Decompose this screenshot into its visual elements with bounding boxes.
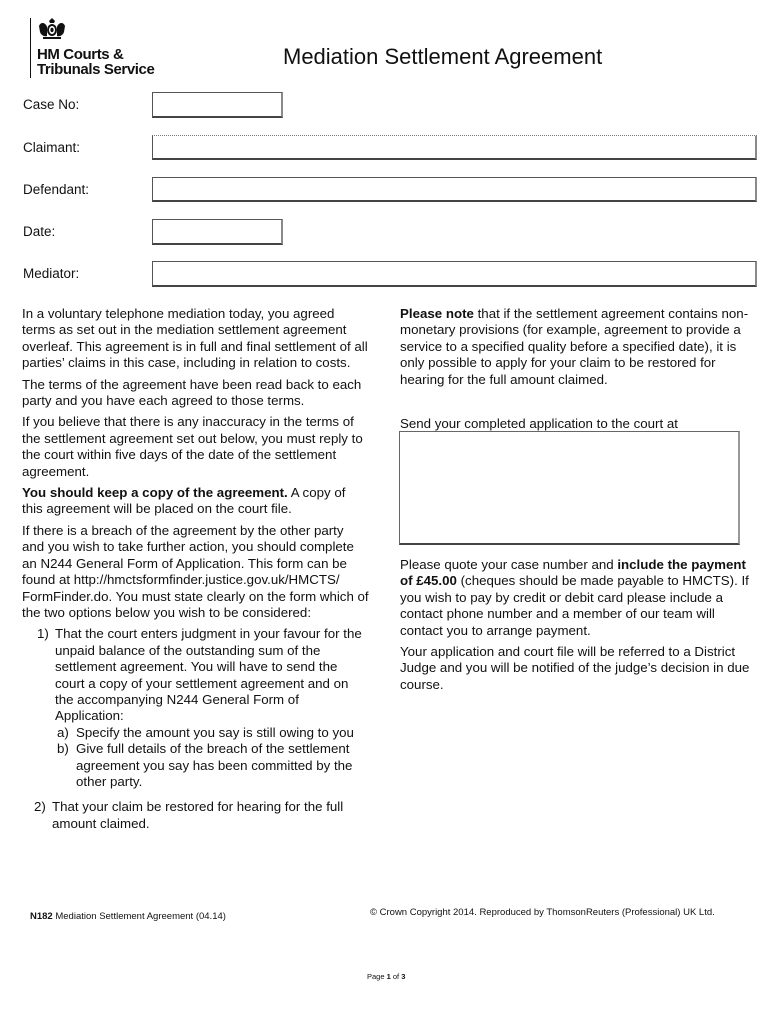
date-label: Date: [23,224,56,239]
logo-line-2: Tribunals Service [37,61,155,78]
right-column [400,306,750,393]
form-reference: N182 Mediation Settlement Agreement (04.14) [30,911,226,922]
court-address-field[interactable] [399,431,740,545]
page-number: Page 1 of 3 [367,972,406,981]
payment-instructions [400,557,750,698]
defendant-label: Defendant: [23,182,90,197]
payment-paragraph: Please quote your case number and include the payment of £45.00 (cheques should be made payable to HMCTS). If you wish to pay by credit or debit card please include a contact phone number and a member of our team will contact you to arrange payment. [400,557,749,638]
page-title: Mediation Settlement Agreement [283,44,603,69]
claimant-field[interactable] [152,135,757,160]
options-list [22,626,369,832]
option-1: 1) That the court enters judgment in your favour for the unpaid balance of the outstanding sum of the settlement agreement. You will have to send the court a copy of your settlement agreement and on the accompanying N244 General Form of Application: a) Specify the amount you say is still owing to you b) Give full details of the breach of the settlement agreement you say has been committed by the other party. [37,626,369,790]
option-1a: a) Specify the amount you say is still owing to you [57,724,354,740]
referral-paragraph: Your application and court file will be referred to a District Judge and you will be notified of the judge’s decision in due course. [400,644,750,692]
royal-crest-icon [37,18,67,40]
intro-paragraph: In a voluntary telephone mediation today, you agreed terms as set out in the mediation settlement agreement overleaf. This agreement is in full and final settlement of all parties’ claims in this case, including in relation to costs. [22,306,368,371]
terms-read-paragraph: The terms of the agreement have been read back to each party and you have each agreed to those terms. [22,376,362,409]
option-1-sublist [37,725,369,791]
claimant-label: Claimant: [23,140,81,155]
please-note-paragraph: Please note that if the settlement agreement contains non-monetary provisions (for example, agreement to provide a service to a specified quality before a specified date), it is only possible to apply for your claim to be restored for hearing for the full amount claimed. [400,306,749,387]
case-no-label: Case No: [23,97,80,112]
mediator-label: Mediator: [23,266,80,281]
copyright-notice: © Crown Copyright 2014. Reproduced by ThomsonReuters (Professional) UK Ltd. [370,907,715,918]
inaccuracy-paragraph: If you believe that there is any inaccuracy in the terms of the settlement agreement set out below, you must reply to the court within five days of the date of the settlement agreement. [22,414,363,479]
mediator-field[interactable] [152,261,757,287]
hmcts-logo [30,18,154,78]
keep-copy-paragraph: You should keep a copy of the agreement. A copy of this agreement will be placed on the court file. [22,485,346,517]
breach-paragraph: If there is a breach of the agreement by the other party and you wish to take further action, you should complete an N244 General Form of Application. This form can be found at http://hmctsformfinder.justice.gov.uk/HMCTS/ FormFinder.do. You must state clearly on the form which of the two options below you wish to be considered: [22,522,369,620]
keep-copy-bold: You should keep a copy of the agreement. [22,485,288,501]
send-label: Send your completed application to the court at [400,416,678,431]
left-column [22,306,369,832]
option-2: 2) That your claim be restored for hearing for the full amount claimed. [34,799,344,831]
logo-line-1: HM Courts & [37,46,124,63]
option-1b: b) Give full details of the breach of the settlement agreement you say has been committed by the other party. [57,741,353,789]
defendant-field[interactable] [152,177,757,202]
case-no-field[interactable] [152,92,283,118]
date-field[interactable] [152,219,283,245]
